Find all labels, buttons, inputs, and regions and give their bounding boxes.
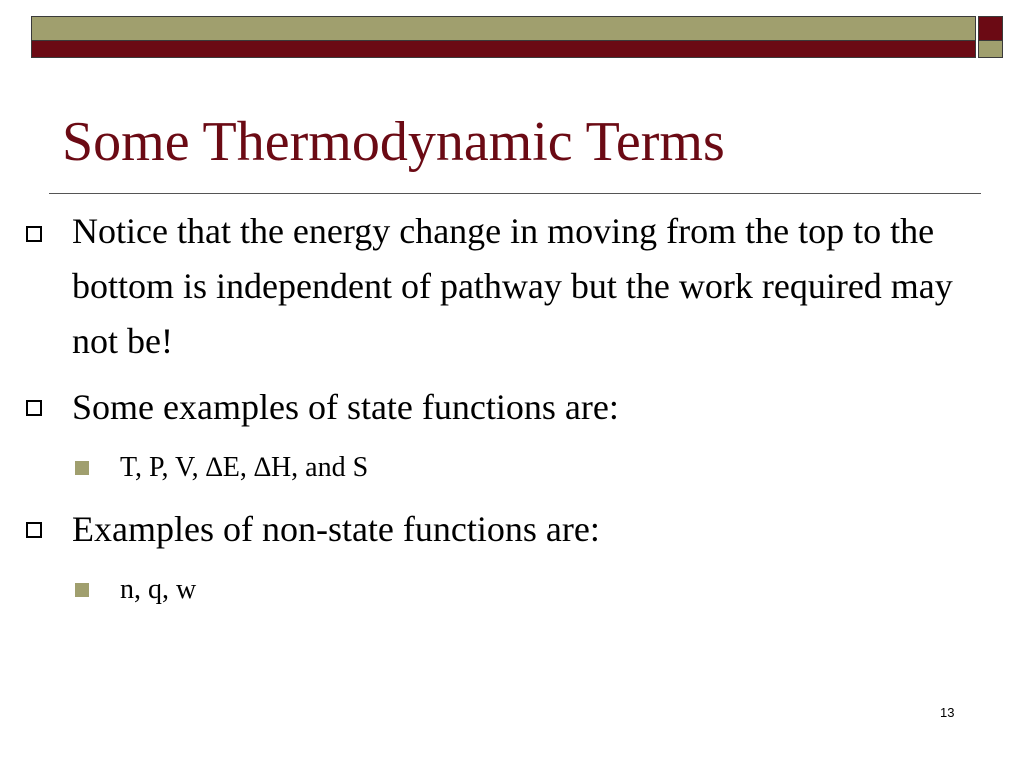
- header-bar-maroon: [31, 41, 976, 58]
- slide-title: Some Thermodynamic Terms: [62, 111, 725, 173]
- title-divider: [49, 193, 981, 194]
- bullet-item: Notice that the energy change in moving from the top to the bottom is independent of pathway but the work required may not be!: [72, 211, 953, 361]
- filled-square-bullet-icon: [75, 583, 89, 597]
- header-square-olive: [978, 41, 1003, 58]
- hollow-square-bullet-icon: [26, 400, 42, 416]
- hollow-square-bullet-icon: [26, 522, 42, 538]
- bullet-item: Some examples of state functions are:: [72, 387, 619, 427]
- filled-square-bullet-icon: [75, 461, 89, 475]
- bullet-item: Examples of non-state functions are:: [72, 509, 600, 549]
- hollow-square-bullet-icon: [26, 226, 42, 242]
- sub-bullet-item: T, P, V, ∆E, ∆H, and S: [120, 452, 369, 483]
- sub-bullet-item: n, q, w: [120, 574, 197, 605]
- page-number: 13: [940, 705, 955, 720]
- header-square-maroon: [978, 16, 1003, 41]
- header-bar-olive: [31, 16, 976, 41]
